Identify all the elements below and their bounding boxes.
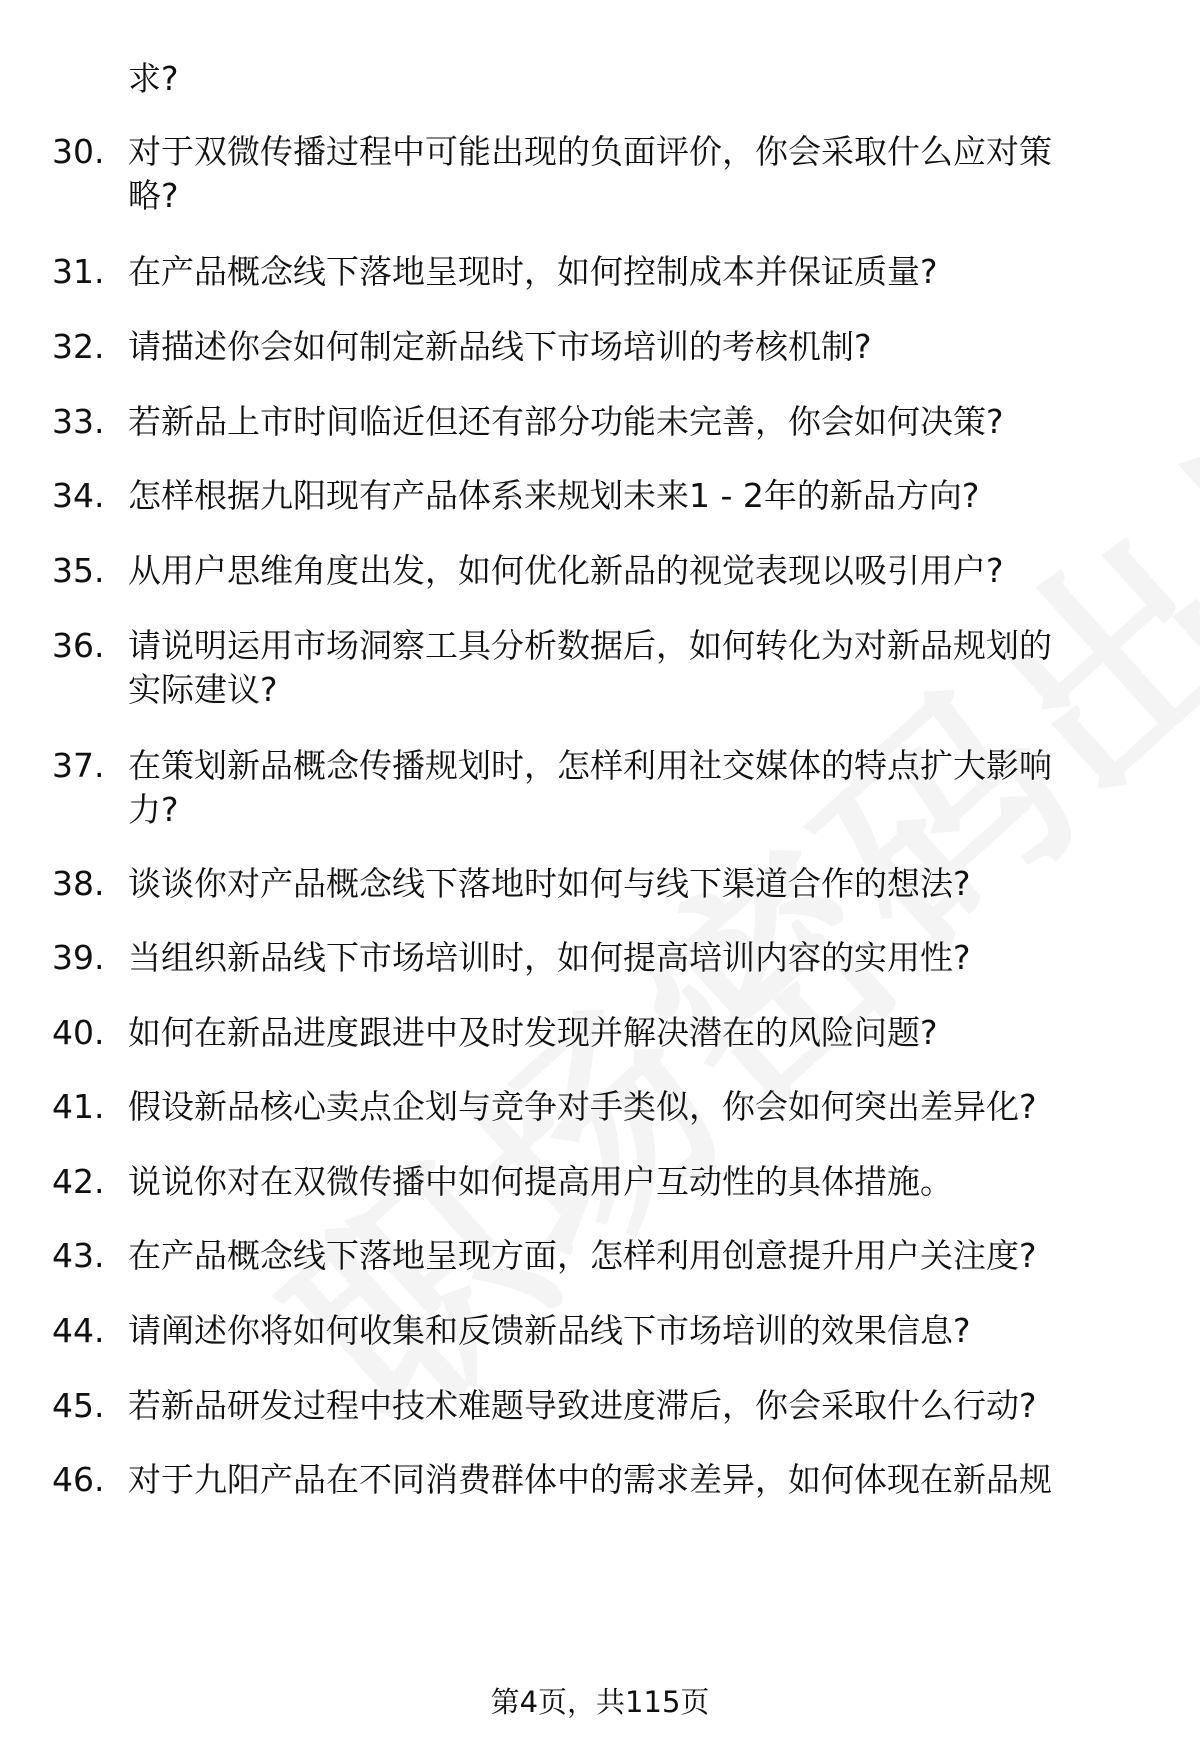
question-number: 43. (52, 1236, 105, 1275)
question-number: 39. (52, 938, 105, 977)
question-text (128, 624, 1138, 712)
continued-question-text: 求? (128, 59, 179, 98)
question-text-line: 力? (128, 790, 179, 829)
question-number: 38. (52, 864, 105, 903)
question-text-line: 如何在新品进度跟进中及时发现并解决潜在的风险问题? (128, 1013, 938, 1052)
question-text-line: 假设新品核心卖点企划与竞争对手类似，你会如何突出差异化? (128, 1087, 1037, 1126)
question-number: 41. (52, 1087, 105, 1126)
question-number: 34. (52, 476, 105, 515)
question-text (128, 1085, 1138, 1129)
question-number: 32. (52, 327, 105, 366)
question-text (128, 400, 1138, 444)
question-text-line: 对于双微传播过程中可能出现的负面评价，你会采取什么应对策 (128, 132, 1052, 171)
question-text-line: 说说你对在双微传播中如何提高用户互动性的具体措施。 (128, 1162, 953, 1201)
question-text (128, 1384, 1138, 1428)
question-text-line: 请说明运用市场洞察工具分析数据后，如何转化为对新品规划的 (128, 626, 1052, 665)
question-text (128, 1160, 1138, 1204)
question-text-line: 请阐述你将如何收集和反馈新品线下市场培训的效果信息? (128, 1311, 971, 1350)
question-number: 40. (52, 1013, 105, 1052)
question-number: 46. (52, 1460, 105, 1499)
question-text-line: 实际建议? (128, 670, 278, 709)
question-number: 36. (52, 626, 105, 665)
question-number: 42. (52, 1162, 105, 1201)
question-text (128, 325, 1138, 369)
question-text-line: 在产品概念线下落地呈现时，如何控制成本并保证质量? (128, 252, 938, 291)
question-number: 45. (52, 1386, 105, 1425)
page-footer: 第4页，共115页 (490, 1685, 710, 1719)
question-text (128, 250, 1138, 294)
question-text (128, 1309, 1138, 1353)
question-text (128, 1234, 1138, 1278)
question-text (128, 130, 1138, 218)
question-text-line: 怎样根据九阳现有产品体系来规划未来1 - 2年的新品方向? (128, 476, 980, 515)
question-number: 33. (52, 402, 105, 441)
question-text-line: 略? (128, 176, 179, 215)
question-text (128, 936, 1138, 980)
question-text (128, 549, 1138, 593)
question-text-line: 谈谈你对产品概念线下落地时如何与线下渠道合作的想法? (128, 864, 971, 903)
question-text (128, 474, 1138, 518)
question-text-line: 在策划新品概念传播规划时，怎样利用社交媒体的特点扩大影响 (128, 746, 1052, 785)
question-text-line: 当组织新品线下市场培训时，如何提高培训内容的实用性? (128, 938, 971, 977)
question-number: 31. (52, 252, 105, 291)
question-number: 37. (52, 746, 105, 785)
question-text (128, 744, 1138, 832)
question-text-line: 在产品概念线下落地呈现方面，怎样利用创意提升用户关注度? (128, 1236, 1037, 1275)
question-number: 35. (52, 551, 105, 590)
question-text-line: 对于九阳产品在不同消费群体中的需求差异，如何体现在新品规 (128, 1460, 1052, 1499)
question-number: 30. (52, 132, 105, 171)
question-text-line: 请描述你会如何制定新品线下市场培训的考核机制? (128, 327, 872, 366)
question-text (128, 1011, 1138, 1055)
question-text-line: 若新品研发过程中技术难题导致进度滞后，你会采取什么行动? (128, 1386, 1037, 1425)
question-number: 44. (52, 1311, 105, 1350)
question-text (128, 862, 1138, 906)
question-text-line: 若新品上市时间临近但还有部分功能未完善，你会如何决策? (128, 402, 1004, 441)
question-text-line: 从用户思维角度出发，如何优化新品的视觉表现以吸引用户? (128, 551, 1004, 590)
question-text (128, 1458, 1138, 1502)
